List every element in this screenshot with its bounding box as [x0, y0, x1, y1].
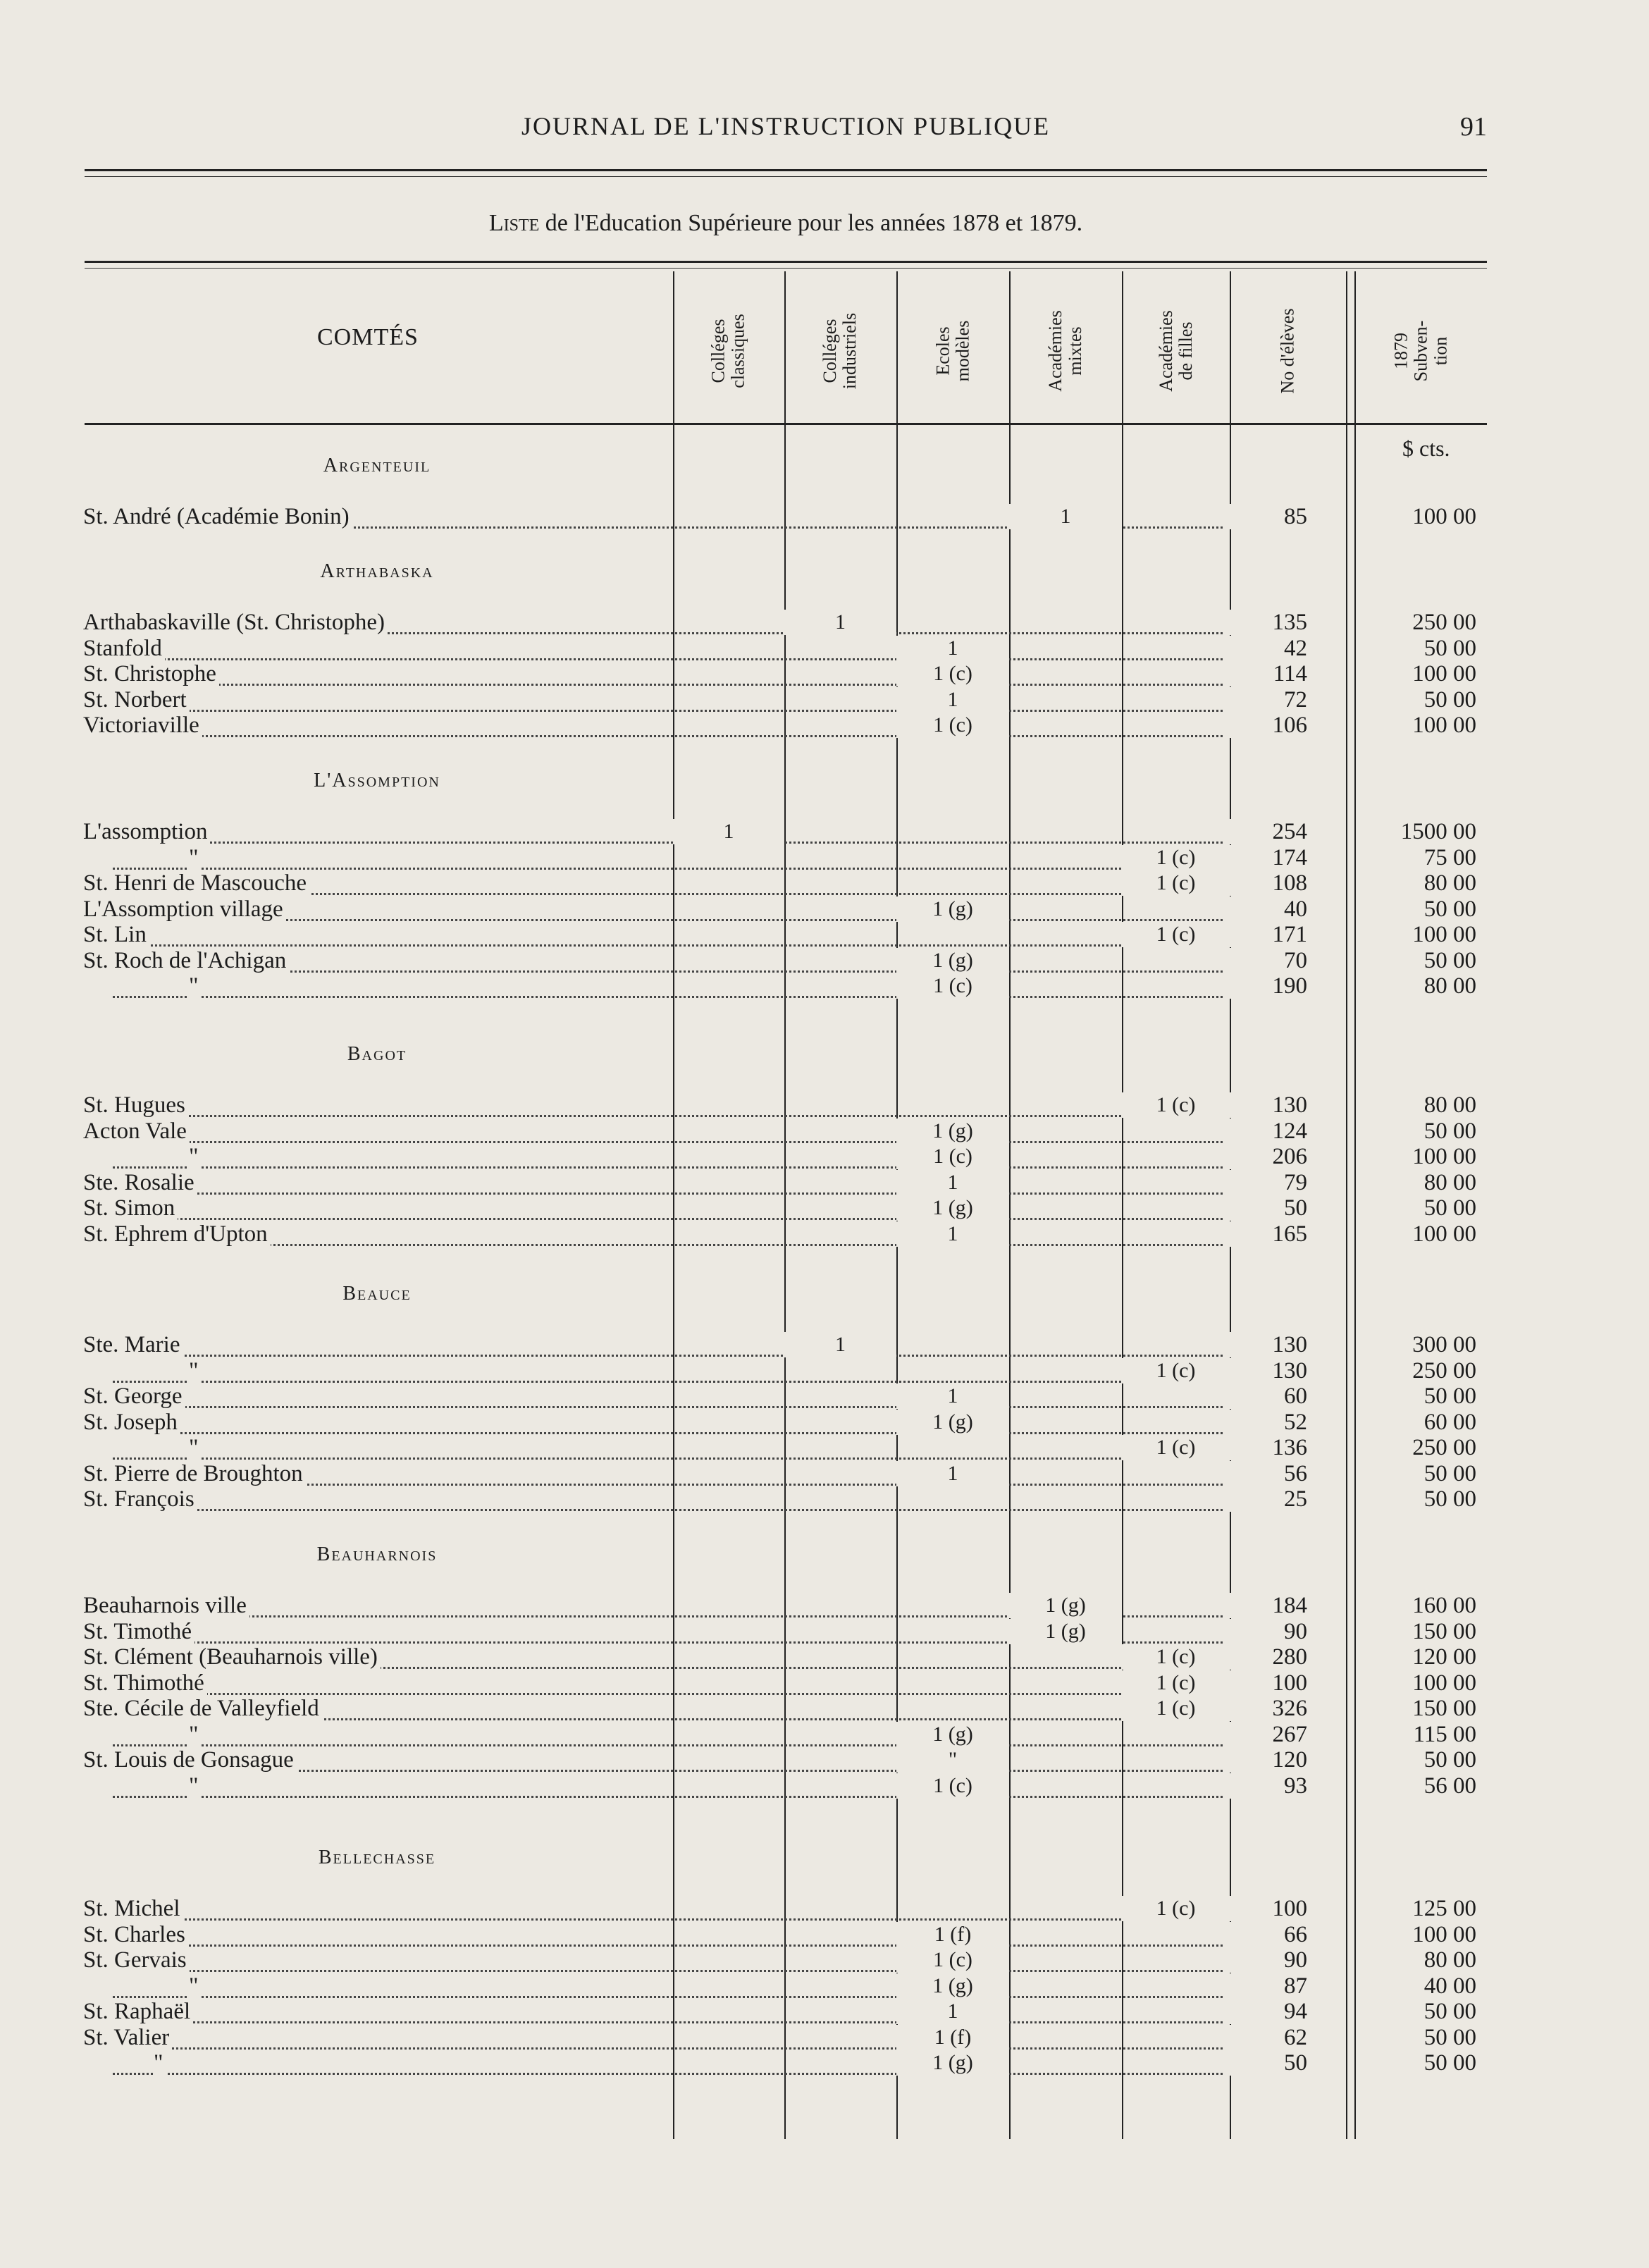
table-row	[0, 845, 1649, 870]
column-mark: 1 (f)	[896, 1922, 1009, 1947]
county-heading: Argenteuil	[323, 455, 431, 476]
subvention-amount: 50 00	[1364, 1461, 1476, 1486]
place-name	[83, 2025, 675, 2050]
place-name-text: St. Louis de Gonsague	[83, 1747, 297, 1773]
column-mark: 1	[1009, 504, 1122, 529]
eleves-count: 184	[1230, 1593, 1307, 1618]
place-name	[83, 1383, 675, 1409]
place-name	[83, 1747, 675, 1773]
column-header-text: Ecoles modèles	[932, 320, 972, 381]
place-name	[83, 1118, 675, 1144]
subvention-amount: 50 00	[1364, 896, 1476, 922]
column-mark: 1	[896, 1383, 1009, 1409]
table-row	[0, 1593, 1649, 1618]
column-mark: 1 (c)	[1122, 1696, 1230, 1721]
table-row	[0, 1486, 1649, 1512]
eleves-count: 106	[1230, 713, 1307, 738]
column-header-text: Académies mixtes	[1044, 309, 1085, 392]
table-row	[0, 1696, 1649, 1721]
place-name-text: St. Ephrem d'Upton	[83, 1221, 271, 1247]
journal-title: JOURNAL DE L'INSTRUCTION PUBLIQUE	[521, 112, 1051, 140]
eleves-count: 50	[1230, 2050, 1307, 2076]
eleves-count: 174	[1230, 845, 1307, 870]
subvention-amount: 1500 00	[1364, 819, 1476, 844]
place-name-text: Victoriaville	[83, 713, 202, 738]
column-mark: 1 (c)	[1122, 1435, 1230, 1460]
place-name	[83, 845, 675, 870]
subvention-amount: 250 00	[1364, 610, 1476, 635]
eleves-count: 120	[1230, 1747, 1307, 1773]
subvention-amount: 56 00	[1364, 1773, 1476, 1799]
place-name-text: L'assomption	[83, 819, 210, 844]
subvention-amount: 50 00	[1364, 687, 1476, 713]
column-header-text: Colléges classiques	[708, 313, 748, 388]
subvention-amount: 120 00	[1364, 1644, 1476, 1670]
place-name	[83, 1332, 675, 1357]
place-name-text: "	[189, 845, 201, 870]
place-name	[83, 1619, 675, 1644]
subvention-amount: 115 00	[1364, 1722, 1476, 1747]
subvention-amount: 100 00	[1364, 1922, 1476, 1947]
place-name	[83, 1644, 675, 1670]
subvention-amount: 80 00	[1364, 973, 1476, 999]
place-name-text: St. Raphaël	[83, 1999, 193, 2024]
column-mark: 1	[896, 636, 1009, 661]
eleves-count: 87	[1230, 1973, 1307, 1999]
subvention-amount: 100 00	[1364, 922, 1476, 947]
column-mark: 1	[784, 1332, 896, 1357]
column-mark: 1 (c)	[896, 1144, 1009, 1169]
place-name-text: "	[189, 1773, 201, 1799]
table-row	[0, 1358, 1649, 1383]
table-row	[0, 1170, 1649, 1195]
table-row	[0, 2050, 1649, 2076]
table-row	[0, 1999, 1649, 2024]
place-name-text: St. André (Académie Bonin)	[83, 504, 352, 529]
column-mark: 1 (c)	[896, 713, 1009, 738]
subvention-amount: 100 00	[1364, 1144, 1476, 1169]
column-mark: 1	[896, 687, 1009, 713]
subvention-amount: 100 00	[1364, 504, 1476, 529]
table-row	[0, 1144, 1649, 1169]
table-row	[0, 1644, 1649, 1670]
eleves-count: 60	[1230, 1383, 1307, 1409]
place-name-text: St. Michel	[83, 1896, 183, 1921]
column-header-colleges-industriels	[784, 278, 896, 423]
place-name	[83, 1670, 675, 1696]
eleves-count: 165	[1230, 1221, 1307, 1247]
place-name-text: "	[189, 973, 201, 999]
table-top-rule	[85, 261, 1487, 263]
eleves-count: 254	[1230, 819, 1307, 844]
place-name	[83, 1461, 675, 1486]
place-name	[83, 713, 675, 738]
county-heading: Beauce	[342, 1283, 412, 1305]
place-name-text: "	[189, 1973, 201, 1999]
page-number: 91	[1460, 112, 1487, 142]
county-heading: Bellechasse	[318, 1847, 436, 1868]
column-mark: 1 (g)	[896, 2050, 1009, 2076]
place-name-text: "	[189, 1722, 201, 1747]
place-name	[83, 1092, 675, 1118]
place-name	[83, 2050, 675, 2076]
place-name	[83, 661, 675, 686]
table-title-lead: Liste	[488, 210, 540, 236]
eleves-count: 62	[1230, 2025, 1307, 2050]
table-row	[0, 1947, 1649, 1973]
table-row	[0, 610, 1649, 635]
table-row	[0, 896, 1649, 922]
subvention-amount: 150 00	[1364, 1696, 1476, 1721]
table-row	[0, 1383, 1649, 1409]
table-row	[0, 2025, 1649, 2050]
place-name	[83, 1435, 675, 1460]
column-mark: 1 (g)	[896, 1195, 1009, 1221]
place-name-text: St. Gervais	[83, 1947, 190, 1973]
place-name	[83, 896, 675, 922]
page-header	[85, 111, 1487, 147]
eleves-count: 100	[1230, 1670, 1307, 1696]
column-mark: 1 (c)	[1122, 1896, 1230, 1921]
place-name	[83, 1221, 675, 1247]
column-mark: 1	[896, 1999, 1009, 2024]
eleves-count: 130	[1230, 1358, 1307, 1383]
table-title-rest: de l'Education Supérieure pour les années 1878 et 1879.	[545, 210, 1083, 236]
column-mark: 1 (c)	[896, 973, 1009, 999]
eleves-count: 108	[1230, 870, 1307, 896]
place-name	[83, 1947, 675, 1973]
eleves-count: 79	[1230, 1170, 1307, 1195]
column-mark: 1 (c)	[1122, 845, 1230, 870]
subvention-amount: 50 00	[1364, 1195, 1476, 1221]
place-name	[83, 1973, 675, 1999]
subvention-amount: 300 00	[1364, 1332, 1476, 1357]
place-name	[83, 819, 675, 844]
subvention-amount: 50 00	[1364, 1486, 1476, 1512]
place-name-text: St. Lin	[83, 922, 149, 947]
subvention-amount: 50 00	[1364, 1999, 1476, 2024]
subvention-amount: 50 00	[1364, 2050, 1476, 2076]
subvention-amount: 150 00	[1364, 1619, 1476, 1644]
column-header-text: Académies de filles	[1155, 309, 1196, 392]
currency-label: $ cts.	[1402, 436, 1450, 461]
eleves-count: 136	[1230, 1435, 1307, 1460]
table-row	[0, 713, 1649, 738]
column-header-ecoles-modeles	[896, 278, 1009, 423]
table-row	[0, 1461, 1649, 1486]
column-mark: 1 (c)	[1122, 922, 1230, 947]
table-row	[0, 870, 1649, 896]
table-row	[0, 948, 1649, 973]
eleves-count: 70	[1230, 948, 1307, 973]
place-name	[83, 504, 675, 529]
place-name-text: St. François	[83, 1486, 197, 1512]
subvention-amount: 80 00	[1364, 1170, 1476, 1195]
eleves-count: 171	[1230, 922, 1307, 947]
table-row	[0, 819, 1649, 844]
place-name-text: St. Thimothé	[83, 1670, 207, 1696]
subvention-amount: 50 00	[1364, 636, 1476, 661]
table-row	[0, 1435, 1649, 1460]
place-name	[83, 870, 675, 896]
column-header-eleves	[1230, 278, 1346, 423]
subvention-amount: 250 00	[1364, 1358, 1476, 1383]
table-row	[0, 687, 1649, 713]
table-top-rule-thin	[85, 268, 1487, 269]
column-mark: 1 (c)	[896, 1947, 1009, 1973]
eleves-count: 56	[1230, 1461, 1307, 1486]
eleves-count: 90	[1230, 1947, 1307, 1973]
column-mark: 1 (c)	[1122, 1358, 1230, 1383]
place-name-text: St. Simon	[83, 1195, 178, 1221]
table-row	[0, 636, 1649, 661]
place-name	[83, 922, 675, 947]
subvention-amount: 50 00	[1364, 948, 1476, 973]
column-mark: 1 (c)	[1122, 870, 1230, 896]
column-mark: 1 (g)	[896, 896, 1009, 922]
subvention-amount: 50 00	[1364, 2025, 1476, 2050]
place-name-text: "	[154, 2050, 166, 2076]
column-mark: 1	[673, 819, 784, 844]
column-mark: 1 (c)	[1122, 1092, 1230, 1118]
eleves-count: 40	[1230, 896, 1307, 922]
place-name-text: St. Roch de l'Achigan	[83, 948, 289, 973]
column-mark: 1 (g)	[896, 1410, 1009, 1435]
place-name	[83, 687, 675, 713]
subvention-amount: 160 00	[1364, 1593, 1476, 1618]
place-name	[83, 1144, 675, 1169]
place-name-text: Ste. Marie	[83, 1332, 183, 1357]
place-name	[83, 1922, 675, 1947]
place-name	[83, 973, 675, 999]
place-name-text: St. Valier	[83, 2025, 172, 2050]
place-name-text: Beauharnois ville	[83, 1593, 249, 1618]
eleves-count: 94	[1230, 1999, 1307, 2024]
place-name-text: St. Henri de Mascouche	[83, 870, 309, 896]
place-name-text: Ste. Cécile de Valleyfield	[83, 1696, 322, 1721]
subvention-amount: 250 00	[1364, 1435, 1476, 1460]
county-heading: Beauharnois	[316, 1543, 438, 1565]
column-mark: 1 (g)	[896, 1118, 1009, 1144]
column-mark: 1 (c)	[896, 661, 1009, 686]
place-name	[83, 1696, 675, 1721]
eleves-count: 114	[1230, 661, 1307, 686]
eleves-count: 85	[1230, 504, 1307, 529]
subvention-amount: 50 00	[1364, 1747, 1476, 1773]
column-header-text: 1879 Subven- tion	[1390, 320, 1450, 381]
place-name-text: St. Timothé	[83, 1619, 194, 1644]
column-header-text: No d'élèves	[1277, 308, 1298, 393]
column-header-subvention	[1354, 278, 1487, 423]
table-row	[0, 1922, 1649, 1947]
eleves-count: 206	[1230, 1144, 1307, 1169]
place-name-text: St. Charles	[83, 1922, 188, 1947]
subvention-amount: 100 00	[1364, 713, 1476, 738]
eleves-count: 267	[1230, 1722, 1307, 1747]
header-rule-thin	[85, 176, 1487, 177]
place-name-text: Acton Vale	[83, 1118, 190, 1144]
subvention-amount: 100 00	[1364, 1670, 1476, 1696]
table-row	[0, 1195, 1649, 1221]
eleves-count: 50	[1230, 1195, 1307, 1221]
column-mark: 1 (g)	[1009, 1619, 1122, 1644]
table-row	[0, 1410, 1649, 1435]
place-name	[83, 1999, 675, 2024]
column-mark: 1 (g)	[896, 1973, 1009, 1999]
column-mark: 1 (c)	[896, 1773, 1009, 1799]
column-header-comtes: COMTÉS	[317, 324, 419, 350]
place-name	[83, 1486, 675, 1512]
subvention-amount: 80 00	[1364, 1092, 1476, 1118]
eleves-count: 130	[1230, 1092, 1307, 1118]
place-name-text: St. Christophe	[83, 661, 219, 686]
place-name-text: "	[189, 1144, 201, 1169]
header-bottom-rule	[85, 423, 1487, 425]
table-row	[0, 661, 1649, 686]
column-header-academies-mixtes	[1009, 278, 1122, 423]
table-row	[0, 922, 1649, 947]
place-name	[83, 636, 675, 661]
subvention-amount: 100 00	[1364, 661, 1476, 686]
subvention-amount: 40 00	[1364, 1973, 1476, 1999]
eleves-count: 100	[1230, 1896, 1307, 1921]
table-row	[0, 1973, 1649, 1999]
table-row	[0, 1092, 1649, 1118]
place-name	[83, 1358, 675, 1383]
column-mark: 1 (c)	[1122, 1644, 1230, 1670]
eleves-count: 135	[1230, 610, 1307, 635]
place-name-text: St. Hugues	[83, 1092, 188, 1118]
place-name-text: Stanfold	[83, 636, 165, 661]
table-row	[0, 973, 1649, 999]
eleves-count: 42	[1230, 636, 1307, 661]
subvention-amount: 50 00	[1364, 1383, 1476, 1409]
subvention-amount: 100 00	[1364, 1221, 1476, 1247]
place-name-text: "	[189, 1435, 201, 1460]
subvention-amount: 125 00	[1364, 1896, 1476, 1921]
county-heading: L'Assomption	[314, 770, 440, 791]
place-name-text: St. Joseph	[83, 1410, 180, 1435]
place-name-text: St. George	[83, 1383, 185, 1409]
column-header-text: Colléges industriels	[820, 312, 860, 389]
column-mark: "	[896, 1747, 1009, 1773]
place-name	[83, 1410, 675, 1435]
table-row	[0, 1773, 1649, 1799]
place-name	[83, 1773, 675, 1799]
eleves-count: 25	[1230, 1486, 1307, 1512]
county-heading: Bagot	[347, 1043, 407, 1065]
place-name-text: "	[189, 1358, 201, 1383]
column-mark: 1	[784, 610, 896, 635]
eleves-count: 326	[1230, 1696, 1307, 1721]
column-mark: 1 (f)	[896, 2025, 1009, 2050]
place-name	[83, 610, 675, 635]
table-row	[0, 504, 1649, 529]
subvention-amount: 80 00	[1364, 1947, 1476, 1973]
place-name-text: Ste. Rosalie	[83, 1170, 197, 1195]
table-title	[85, 210, 1487, 237]
table-row	[0, 1747, 1649, 1773]
column-mark: 1 (c)	[1122, 1670, 1230, 1696]
subvention-amount: 60 00	[1364, 1410, 1476, 1435]
place-name-text: St. Pierre de Broughton	[83, 1461, 306, 1486]
place-name-text: St. Clément (Beauharnois ville)	[83, 1644, 381, 1670]
place-name-text: Arthabaskaville (St. Christophe)	[83, 610, 388, 635]
county-heading: Arthabaska	[320, 560, 434, 582]
table-row	[0, 1896, 1649, 1921]
column-mark: 1 (g)	[1009, 1593, 1122, 1618]
subvention-amount: 80 00	[1364, 870, 1476, 896]
subvention-amount: 50 00	[1364, 1118, 1476, 1144]
column-mark: 1 (g)	[896, 1722, 1009, 1747]
table-row	[0, 1670, 1649, 1696]
table-row	[0, 1221, 1649, 1247]
column-mark: 1 (g)	[896, 948, 1009, 973]
table-row	[0, 1619, 1649, 1644]
place-name	[83, 1722, 675, 1747]
header-rule	[85, 169, 1487, 171]
eleves-count: 190	[1230, 973, 1307, 999]
place-name	[83, 1593, 675, 1618]
table-row	[0, 1118, 1649, 1144]
table-row	[0, 1722, 1649, 1747]
eleves-count: 66	[1230, 1922, 1307, 1947]
column-mark: 1	[896, 1170, 1009, 1195]
eleves-count: 124	[1230, 1118, 1307, 1144]
eleves-count: 72	[1230, 687, 1307, 713]
column-mark: 1	[896, 1221, 1009, 1247]
place-name	[83, 1195, 675, 1221]
eleves-count: 93	[1230, 1773, 1307, 1799]
column-header-academies-filles	[1122, 278, 1230, 423]
place-name	[83, 948, 675, 973]
column-header-colleges-classiques	[673, 278, 784, 423]
eleves-count: 130	[1230, 1332, 1307, 1357]
table-row	[0, 1332, 1649, 1357]
eleves-count: 52	[1230, 1410, 1307, 1435]
subvention-amount: 75 00	[1364, 845, 1476, 870]
eleves-count: 90	[1230, 1619, 1307, 1644]
column-mark: 1	[896, 1461, 1009, 1486]
place-name	[83, 1170, 675, 1195]
eleves-count: 280	[1230, 1644, 1307, 1670]
place-name-text: L'Assomption village	[83, 896, 286, 922]
place-name	[83, 1896, 675, 1921]
place-name-text: St. Norbert	[83, 687, 190, 713]
